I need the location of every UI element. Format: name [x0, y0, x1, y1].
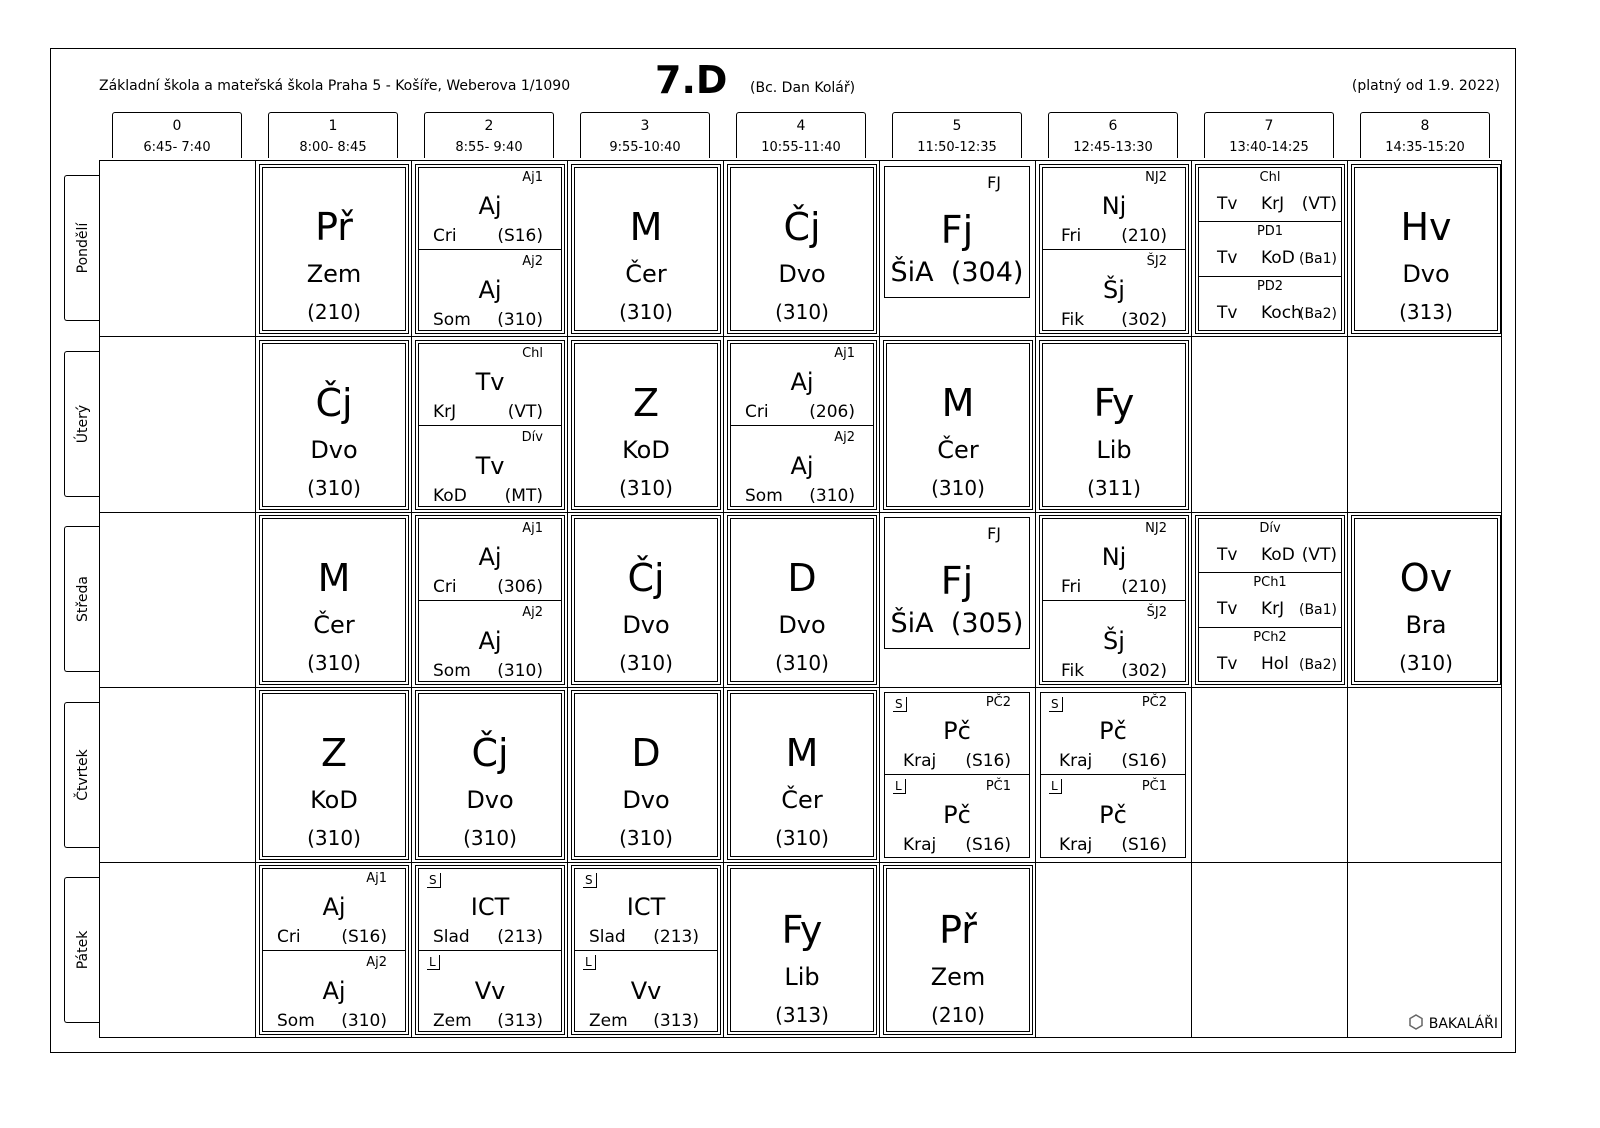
subject: Vv	[474, 977, 506, 1005]
teacher: Som	[433, 661, 471, 681]
room: (S16)	[341, 927, 387, 947]
group-label: PČ2	[985, 695, 1011, 710]
teacher: KrJ	[1261, 194, 1285, 214]
group-label: Aj1	[834, 346, 855, 361]
bakalari-logo	[1408, 1014, 1498, 1034]
teacher: Som	[745, 486, 783, 506]
group-label: PCh2	[1253, 630, 1287, 645]
teacher: Čer	[937, 436, 979, 464]
lesson-wed-8[interactable]	[1354, 518, 1498, 682]
lesson-wed-1[interactable]	[262, 518, 406, 682]
logo-text: BAKALÁŘI	[1428, 1016, 1498, 1032]
lesson-group-2	[419, 951, 561, 1033]
day-label: Úterý	[74, 404, 91, 444]
lesson-group-2	[1041, 775, 1185, 859]
subject: Př	[939, 908, 977, 952]
lesson-thu-4[interactable]	[730, 693, 874, 857]
group-label: PCh1	[1253, 575, 1287, 590]
lesson-mon-7[interactable]	[1198, 167, 1342, 331]
period-number: 2	[484, 118, 494, 134]
teacher: Dvo	[778, 260, 826, 288]
teacher: Hol	[1261, 654, 1289, 674]
subject: M	[629, 205, 663, 249]
period-header-4	[736, 112, 866, 158]
group-label: Chl	[522, 346, 543, 361]
lesson-group-2	[885, 775, 1029, 859]
teacher: KrJ	[433, 402, 457, 422]
subject: D	[787, 556, 817, 600]
week-tag: S	[1049, 697, 1063, 712]
room: (Ba1)	[1298, 251, 1337, 267]
grid-divider	[99, 512, 1502, 513]
lesson-tue-5[interactable]	[886, 343, 1030, 507]
week-tag: S	[893, 697, 907, 712]
teacher: Koch	[1261, 303, 1302, 323]
room: (310)	[619, 826, 673, 850]
lesson-group-2	[419, 250, 561, 332]
lesson-group-1	[419, 519, 561, 601]
room: (S16)	[497, 226, 543, 246]
group-label: Aj2	[522, 605, 543, 620]
period-header-0	[112, 112, 242, 158]
teacher: Zem	[930, 963, 986, 991]
group-label: NJ2	[1145, 170, 1167, 185]
room: (310)	[463, 826, 517, 850]
subject: Tv	[1217, 194, 1238, 214]
subject: Pč	[1099, 801, 1127, 829]
teacher: Zem	[589, 1011, 628, 1031]
grid-divider	[255, 160, 256, 1038]
lesson-group-1	[1199, 168, 1341, 222]
lesson-group-3	[1199, 628, 1341, 683]
period-number: 4	[796, 118, 806, 134]
room: (310)	[619, 476, 673, 500]
lesson-thu-3[interactable]	[574, 693, 718, 857]
room: (Ba2)	[1298, 306, 1337, 322]
lesson-group-1	[1199, 519, 1341, 573]
teacher: Dvo	[778, 611, 826, 639]
day-tab-friday	[64, 877, 100, 1023]
lesson-group-1	[419, 168, 561, 250]
room: (MT)	[504, 486, 543, 506]
period-number: 0	[172, 118, 182, 134]
room: (313)	[653, 1011, 699, 1031]
room: (310)	[307, 826, 361, 850]
lesson-group-2	[419, 426, 561, 508]
lesson-tue-6[interactable]	[1042, 343, 1186, 507]
subject: Aj	[322, 893, 346, 921]
subject: Tv	[1217, 599, 1238, 619]
teacher: Zem	[433, 1011, 472, 1031]
lesson-mon-5[interactable]	[884, 166, 1030, 298]
day-tab-wednesday	[64, 526, 100, 672]
lesson-group-1	[263, 869, 405, 951]
lesson-group-1	[1043, 168, 1185, 250]
lesson-mon-8[interactable]	[1354, 167, 1498, 331]
subject: Tv	[1217, 303, 1238, 323]
room: (311)	[1087, 476, 1141, 500]
room: (213)	[497, 927, 543, 947]
lesson-group-2	[1199, 222, 1341, 277]
period-time: 14:35-15:20	[1385, 140, 1465, 155]
room: (S16)	[965, 835, 1011, 855]
subject: Pč	[1099, 717, 1127, 745]
subject: Šj	[1103, 627, 1125, 655]
lesson-thu-1[interactable]	[262, 693, 406, 857]
group-label: Aj2	[522, 254, 543, 269]
grid-divider	[1035, 160, 1036, 1038]
lesson-group-3	[1199, 277, 1341, 332]
lesson-group-1	[885, 693, 1029, 775]
teacher: Cri	[433, 577, 457, 597]
room: (310)	[341, 1011, 387, 1031]
room: (210)	[931, 1003, 985, 1027]
day-label: Čtvrtek	[74, 749, 91, 801]
room: (310)	[497, 661, 543, 681]
group-label: Dív	[1259, 521, 1281, 536]
teacher: KoD	[310, 786, 358, 814]
period-number: 3	[640, 118, 650, 134]
group-label: ŠJ2	[1146, 605, 1167, 620]
subject: Šj	[1103, 276, 1125, 304]
period-time: 12:45-13:30	[1073, 140, 1153, 155]
subject: Z	[320, 731, 348, 775]
subject: Vv	[630, 977, 662, 1005]
subject: Nj	[1101, 543, 1127, 571]
room: (310)	[497, 310, 543, 330]
period-header-8	[1360, 112, 1490, 158]
room: (S16)	[1121, 751, 1167, 771]
period-time: 11:50-12:35	[917, 140, 997, 155]
grid-divider	[411, 160, 412, 1038]
lesson-group-1	[1043, 519, 1185, 601]
subject: M	[317, 556, 351, 600]
teacher: Fik	[1061, 661, 1085, 681]
group-label: FJ	[987, 524, 1001, 543]
teacher: Dvo	[466, 786, 514, 814]
teacher: Bra	[1405, 611, 1447, 639]
group-label: PČ2	[1141, 695, 1167, 710]
week-tag: L	[893, 779, 906, 794]
subject: Čj	[627, 556, 665, 600]
grid-divider	[1191, 160, 1192, 1038]
room: (210)	[307, 300, 361, 324]
period-header-2	[424, 112, 554, 158]
lesson-fri-1[interactable]	[262, 868, 406, 1032]
class-teacher: (Bc. Dan Kolář)	[750, 80, 856, 96]
week-tag: L	[583, 955, 596, 970]
lesson-wed-5[interactable]	[884, 517, 1030, 649]
lesson-tue-1[interactable]	[262, 343, 406, 507]
subject: Čj	[783, 205, 821, 249]
subject: Fy	[781, 908, 823, 952]
period-time: 10:55-11:40	[761, 140, 841, 155]
teacher: Čer	[313, 611, 355, 639]
teacher: Cri	[433, 226, 457, 246]
room: (S16)	[1121, 835, 1167, 855]
group-label: NJ2	[1145, 521, 1167, 536]
day-tab-tuesday	[64, 351, 100, 497]
subject: Aj	[322, 977, 346, 1005]
teacher: Čer	[625, 260, 667, 288]
subject: D	[631, 731, 661, 775]
room: (310)	[775, 300, 829, 324]
day-tab-thursday	[64, 702, 100, 848]
room: (VT)	[507, 402, 543, 422]
lesson-mon-4[interactable]	[730, 167, 874, 331]
lesson-group-2	[419, 601, 561, 683]
period-header-5	[892, 112, 1022, 158]
room: (313)	[1399, 300, 1453, 324]
lesson-group-1	[575, 869, 717, 951]
subject: Pč	[943, 717, 971, 745]
subject: M	[941, 381, 975, 425]
lesson-thu-2[interactable]	[418, 693, 562, 857]
gear-icon	[1408, 1014, 1424, 1034]
group-label: ŠJ2	[1146, 254, 1167, 269]
teacher: KoD	[622, 436, 670, 464]
room: (210)	[1121, 226, 1167, 246]
grid-divider	[99, 687, 1502, 688]
group-label: PD1	[1256, 224, 1284, 239]
subject: Tv	[475, 368, 505, 396]
lesson-group-1	[419, 869, 561, 951]
subject: Fy	[1093, 381, 1135, 425]
lesson-group-2	[1043, 250, 1185, 332]
subject: Tv	[1217, 545, 1238, 565]
lesson-group-2	[1043, 601, 1185, 683]
room: (VT)	[1301, 194, 1337, 214]
period-number: 8	[1420, 118, 1430, 134]
subject: Čj	[471, 731, 509, 775]
room: (310)	[809, 486, 855, 506]
teacher: Lib	[1096, 436, 1132, 464]
valid-from: (platný od 1.9. 2022)	[1351, 78, 1500, 94]
subject: Pč	[943, 801, 971, 829]
room: (310)	[619, 300, 673, 324]
lesson-tue-4[interactable]	[730, 343, 874, 507]
teacher: KoD	[1261, 248, 1295, 268]
teacher: Dvo	[310, 436, 358, 464]
subject: Aj	[478, 543, 502, 571]
teacher: Cri	[745, 402, 769, 422]
teacher: Fri	[1061, 577, 1082, 597]
subject: M	[785, 731, 819, 775]
period-header-1	[268, 112, 398, 158]
room: (310)	[775, 651, 829, 675]
period-time: 6:45- 7:40	[143, 140, 211, 155]
room: (VT)	[1301, 545, 1337, 565]
group-label: PČ1	[1141, 779, 1167, 794]
teacher: KoD	[433, 486, 467, 506]
teacher-room: ŠiA (304)	[890, 257, 1024, 288]
lesson-wed-2[interactable]	[418, 518, 562, 682]
grid-divider	[99, 862, 1502, 863]
period-number: 7	[1264, 118, 1274, 134]
week-tag: L	[1049, 779, 1062, 794]
room: (313)	[775, 1003, 829, 1027]
subject: ICT	[470, 893, 510, 921]
day-label: Pátek	[74, 930, 91, 970]
lesson-fri-5[interactable]	[886, 868, 1030, 1032]
lesson-group-1	[731, 344, 873, 426]
subject: Tv	[1217, 654, 1238, 674]
subject: Aj	[790, 452, 814, 480]
teacher: Som	[433, 310, 471, 330]
subject: Nj	[1101, 192, 1127, 220]
period-time: 13:40-14:25	[1229, 140, 1309, 155]
grid-divider	[1347, 160, 1348, 1038]
teacher: Kraj	[1059, 835, 1093, 855]
period-time: 8:00- 8:45	[299, 140, 367, 155]
teacher-room: ŠiA (305)	[890, 608, 1024, 639]
teacher: Zem	[306, 260, 362, 288]
day-label: Pondělí	[74, 222, 91, 274]
subject: Fj	[940, 208, 974, 252]
grid-divider	[567, 160, 568, 1038]
grid-divider	[99, 336, 1502, 337]
day-label: Středa	[74, 576, 91, 622]
room: (310)	[1399, 651, 1453, 675]
teacher: Kraj	[903, 835, 937, 855]
lesson-group-1	[419, 344, 561, 426]
period-time: 8:55- 9:40	[455, 140, 523, 155]
period-header-3	[580, 112, 710, 158]
lesson-fri-3[interactable]	[574, 868, 718, 1032]
teacher: Cri	[277, 927, 301, 947]
school-name: Základní škola a mateřská škola Praha 5 - Košíře, Weberova 1/1090	[99, 78, 571, 94]
teacher: Dvo	[622, 786, 670, 814]
subject: Tv	[475, 452, 505, 480]
subject: Aj	[478, 192, 502, 220]
subject: Z	[632, 381, 660, 425]
lesson-tue-3[interactable]	[574, 343, 718, 507]
teacher: Fri	[1061, 226, 1082, 246]
week-tag: S	[583, 873, 597, 888]
day-tab-monday	[64, 175, 100, 321]
group-label: Dív	[521, 430, 543, 445]
teacher: Čer	[781, 786, 823, 814]
group-label: PD2	[1256, 279, 1284, 294]
group-label: Aj1	[522, 521, 543, 536]
period-number: 5	[952, 118, 962, 134]
room: (310)	[619, 651, 673, 675]
period-header-7	[1204, 112, 1334, 158]
teacher: KoD	[1261, 545, 1295, 565]
room: (306)	[497, 577, 543, 597]
room: (S16)	[965, 751, 1011, 771]
period-number: 6	[1108, 118, 1118, 134]
group-label: Aj1	[366, 871, 387, 886]
teacher: Dvo	[622, 611, 670, 639]
lesson-group-2	[1199, 573, 1341, 628]
lesson-tue-2[interactable]	[418, 343, 562, 507]
class-name: 7.D	[655, 58, 728, 102]
room: (210)	[1121, 577, 1167, 597]
teacher: Kraj	[903, 751, 937, 771]
room: (313)	[497, 1011, 543, 1031]
group-label: PČ1	[985, 779, 1011, 794]
grid-divider	[723, 160, 724, 1038]
room: (Ba2)	[1298, 657, 1337, 673]
lesson-thu-5[interactable]	[884, 692, 1030, 858]
teacher: Lib	[784, 963, 820, 991]
subject: Aj	[790, 368, 814, 396]
lesson-mon-2[interactable]	[418, 167, 562, 331]
room: (310)	[931, 476, 985, 500]
room: (302)	[1121, 661, 1167, 681]
lesson-wed-4[interactable]	[730, 518, 874, 682]
lesson-group-1	[1041, 693, 1185, 775]
teacher: Fik	[1061, 310, 1085, 330]
period-time: 9:55-10:40	[609, 140, 681, 155]
group-label: Aj2	[366, 955, 387, 970]
subject: Fj	[940, 559, 974, 603]
teacher: Kraj	[1059, 751, 1093, 771]
subject: ICT	[626, 893, 666, 921]
group-label: Chl	[1259, 170, 1281, 185]
group-label: Aj2	[834, 430, 855, 445]
teacher: Som	[277, 1011, 315, 1031]
subject: Tv	[1217, 248, 1238, 268]
subject: Ov	[1399, 556, 1453, 600]
teacher: Slad	[433, 927, 470, 947]
group-label: FJ	[987, 173, 1001, 192]
lesson-wed-6[interactable]	[1042, 518, 1186, 682]
room: (310)	[307, 651, 361, 675]
lesson-wed-3[interactable]	[574, 518, 718, 682]
lesson-fri-4[interactable]	[730, 868, 874, 1032]
teacher: KrJ	[1261, 599, 1285, 619]
room: (310)	[307, 476, 361, 500]
lesson-mon-3[interactable]	[574, 167, 718, 331]
subject: Aj	[478, 276, 502, 304]
lesson-group-2	[263, 951, 405, 1033]
teacher: Dvo	[1402, 260, 1450, 288]
subject: Aj	[478, 627, 502, 655]
room: (302)	[1121, 310, 1167, 330]
room: (Ba1)	[1298, 602, 1337, 618]
period-number: 1	[328, 118, 338, 134]
subject: Čj	[315, 381, 353, 425]
lesson-fri-2[interactable]	[418, 868, 562, 1032]
lesson-mon-1[interactable]	[262, 167, 406, 331]
subject: Př	[315, 205, 353, 249]
room: (206)	[809, 402, 855, 422]
grid-divider	[879, 160, 880, 1038]
week-tag: L	[427, 955, 440, 970]
lesson-thu-6[interactable]	[1040, 692, 1186, 858]
teacher: Slad	[589, 927, 626, 947]
room: (213)	[653, 927, 699, 947]
lesson-wed-7[interactable]	[1198, 518, 1342, 682]
lesson-mon-6[interactable]	[1042, 167, 1186, 331]
room: (310)	[775, 826, 829, 850]
week-tag: S	[427, 873, 441, 888]
subject: Hv	[1400, 205, 1452, 249]
lesson-group-2	[575, 951, 717, 1033]
lesson-group-2	[731, 426, 873, 508]
group-label: Aj1	[522, 170, 543, 185]
period-header-6	[1048, 112, 1178, 158]
